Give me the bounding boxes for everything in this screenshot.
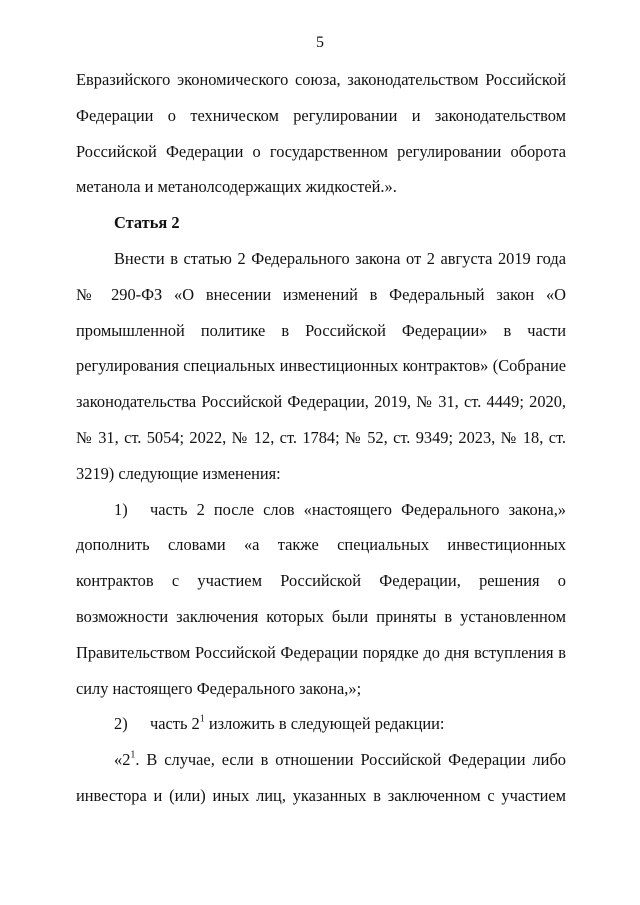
quote-text: . В случае, если в отношении Российской Федерации либо инвестора и (или) иных лиц, указанных в заключенном с участием bbox=[76, 750, 566, 805]
list-item-2-superscript: 1 bbox=[199, 713, 205, 725]
quote-start: «2 bbox=[114, 750, 131, 770]
paragraph-quoted-text bbox=[76, 742, 566, 814]
list-item-1-number: 1) bbox=[114, 499, 128, 519]
page-number: 5 bbox=[316, 34, 324, 51]
article-title: Статья 2 bbox=[114, 213, 180, 233]
list-item-2-number: 2) bbox=[114, 714, 128, 734]
paragraph-continuation: Евразийского экономического союза, законодательством Российской Федерации о техническом регулировании и законодательством Российской Федерации о государственном регулировании оборота метанола и метанолсодержащих жидкостей.». bbox=[76, 70, 566, 197]
quote-superscript: 1 bbox=[130, 749, 136, 761]
list-item-1 bbox=[76, 492, 566, 707]
list-item-2-text-start: часть 2 bbox=[150, 714, 200, 734]
paragraph-amendment-intro: Внести в статью 2 Федерального закона от 2 августа 2019 года № 290-ФЗ «О внесении изменений в Федеральный закон «О промышленной политике в Российской Федерации» в части регулирования специальных инвестиционных контрактов» (Собрание законодательства Российской Федерации, 2019, № 31, ст. 4449; 2020, № 31, ст. 5054; 2022, № 12, ст. 1784; № 52, ст. 9349; 2023, № 18, ст. 3219) следующие изменения: bbox=[76, 248, 566, 483]
document-body bbox=[76, 62, 566, 814]
list-item-2-text-end: изложить в следующей редакции: bbox=[204, 714, 445, 734]
list-item-1-text: часть 2 после слов «настоящего Федерального закона,» дополнить словами «а также специальных инвестиционных контрактов с участием Российской Федерации, решения о возможности заключения которых были приняты в установленном Правительством Российской Федерации порядке до дня вступления в силу настоящего Федерального закона,»; bbox=[76, 499, 566, 698]
list-item-2 bbox=[76, 706, 566, 742]
